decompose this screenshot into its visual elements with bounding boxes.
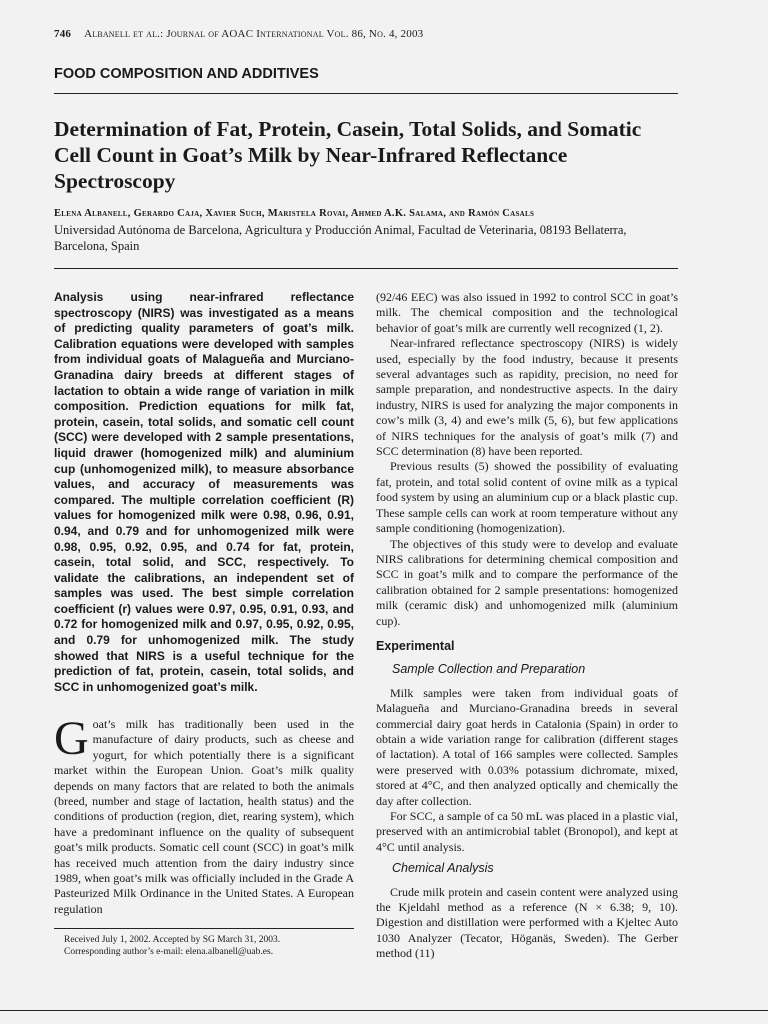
paragraph: Previous results (5) showed the possibility of evaluating fat, protein, and total solid content of ovine milk as a typical food system by using an aluminium cup or a black plastic cup. These sample cells can work at room temperature without any sample conditioning (homogenization).: [376, 459, 678, 536]
introduction: [54, 712, 354, 917]
drop-cap: G: [54, 712, 89, 765]
right-column: [376, 290, 678, 962]
journal-citation: Albanell et al.: Journal of AOAC International Vol. 86, No. 4, 2003: [84, 28, 424, 40]
section-label: FOOD COMPOSITION AND ADDITIVES: [54, 66, 319, 82]
running-head: [54, 28, 423, 40]
paragraph: (92/46 EEC) was also issued in 1992 to control SCC in goat’s milk. The chemical composition and the technological behavior of goat’s milk are currently well recognized (1, 2).: [376, 290, 678, 335]
heading-sample-collection: Sample Collection and Preparation: [392, 662, 586, 677]
author-list: Elena Albanell, Gerardo Caja, Xavier Such, Maristela Rovai, Ahmed A.K. Salama, and Ramón Casals: [54, 208, 535, 219]
title-rule: [54, 268, 678, 269]
paragraph: Crude milk protein and casein content were analyzed using the Kjeldahl method as a reference (N × 6.38; 9, 10). Digestion and distillation were performed with a Kjeltec Auto 1030 Analyzer (Tecator, Höganäs, Sweden). The Gerber method (11): [376, 884, 678, 961]
abstract: Analysis using near-infrared reflectance spectroscopy (NIRS) was investigated as a means of predicting quality parameters of goat’s milk. Calibration equations were developed with samples from individual goats of Malagueña and Murciano-Granadina dairy breeds at different stages of lactation to obtain a wide range of variation in milk composition. Prediction equations for milk fat, protein, casein, total solids, and somatic cell count (SCC) were developed with 2 sample presentations, liquid drawer (homogenized milk) and aluminium cup (unhomogenized milk), to measure absorbance values, and accuracy of measurements was compared. The multiple correlation coefficient (R) values for homogenized milk were 0.98, 0.96, 0.91, 0.94, and 0.79 and for unhomogenized milk were 0.98, 0.95, 0.92, 0.95, and 0.74 for fat, protein, casein, total solid, and SCC, respectively. To validate the calibrations, an independent set of samples was used. The best simple correlation coefficient (r) values were 0.97, 0.95, 0.91, 0.93, and 0.72 for homogenized milk and 0.97, 0.95, 0.92, 0.95, and 0.79 for unhomogenized milk. The study showed that NIRS is a useful technique for the prediction of fat, protein, casein, total solids, and SCC in unhomogenized goat’s milk.: [54, 290, 354, 694]
page-bottom-rule: [0, 1010, 768, 1011]
footnote: [64, 934, 354, 958]
article-title: Determination of Fat, Protein, Casein, Total Solids, and Somatic Cell Count in Goat’s Milk by Near-Infrared Reflectance Spectroscopy: [54, 117, 642, 193]
received-line: Received July 1, 2002. Accepted by SG March 31, 2003.: [64, 935, 281, 945]
header-rule: [54, 93, 678, 94]
email-line: Corresponding author’s e-mail: elena.albanell@uab.es.: [64, 947, 274, 957]
affiliation: Universidad Autónoma de Barcelona, Agricultura y Producción Animal, Facultad de Veterinaria, 08193 Bellaterra, Barcelona, Spain: [54, 223, 627, 253]
heading-experimental: Experimental: [376, 638, 455, 653]
heading-chemical-analysis: Chemical Analysis: [392, 861, 494, 876]
footnote-rule: [54, 928, 354, 929]
paragraph: For SCC, a sample of ca 50 mL was placed in a plastic vial, preserved with an antimicrobial tablet (Bronopol), and kept at 4°C until analysis.: [376, 809, 678, 854]
intro-text: oat’s milk has traditionally been used in the manufacture of dairy products, such as cheese and yogurt, for which potentially there is a significant market within the European Union. Goat’s milk quality depends on many factors that are related to both the animals (breed, number and stage of lactation, health status) and the conditions of production (region, diet, rearing system), which have a predominant influence on the quality of subsequent goat’s milk products. Somatic cell count (SCC) in goat’s milk has received much attention from the dairy industry since 1989, when goat’s milk was officially included in the Grade A Pasteurized Milk Ordinance in the United States. A European regulation: [54, 717, 354, 916]
paragraph: Milk samples were taken from individual goats of Malagueña and Murciano-Granadina breeds in several commercial dairy goat herds in Catalonia (Spain) in order to obtain a wide variation range for calibration (different stages of lactation). A total of 166 samples were collected. Samples were preserved with 0.03% potassium dichromate, mixed, stored at 4°C, and then analyzed optically and chemically the day after collection.: [376, 685, 678, 808]
page-number: 746: [54, 28, 72, 40]
paragraph: Near-infrared reflectance spectroscopy (NIRS) is widely used, especially by the food industry, because it presents several advantages such as rapidity, precision, no need for sample preparation, and nondestructive aspects. In the dairy industry, NIRS is used for analyzing the major components in cow’s milk (3, 4) and ewe’s milk (5, 6), but few applications of NIRS techniques for the analysis of goat’s milk (7) and SCC determination (8) have been reported.: [376, 336, 678, 459]
paragraph: The objectives of this study were to develop and evaluate NIRS calibrations for determining chemical composition and SCC in goat’s milk and to compare the performance of the calibration obtained for 2 sample presentations: homogenized milk (ceramic disk) and unhomogenized milk (aluminium cup).: [376, 536, 678, 628]
